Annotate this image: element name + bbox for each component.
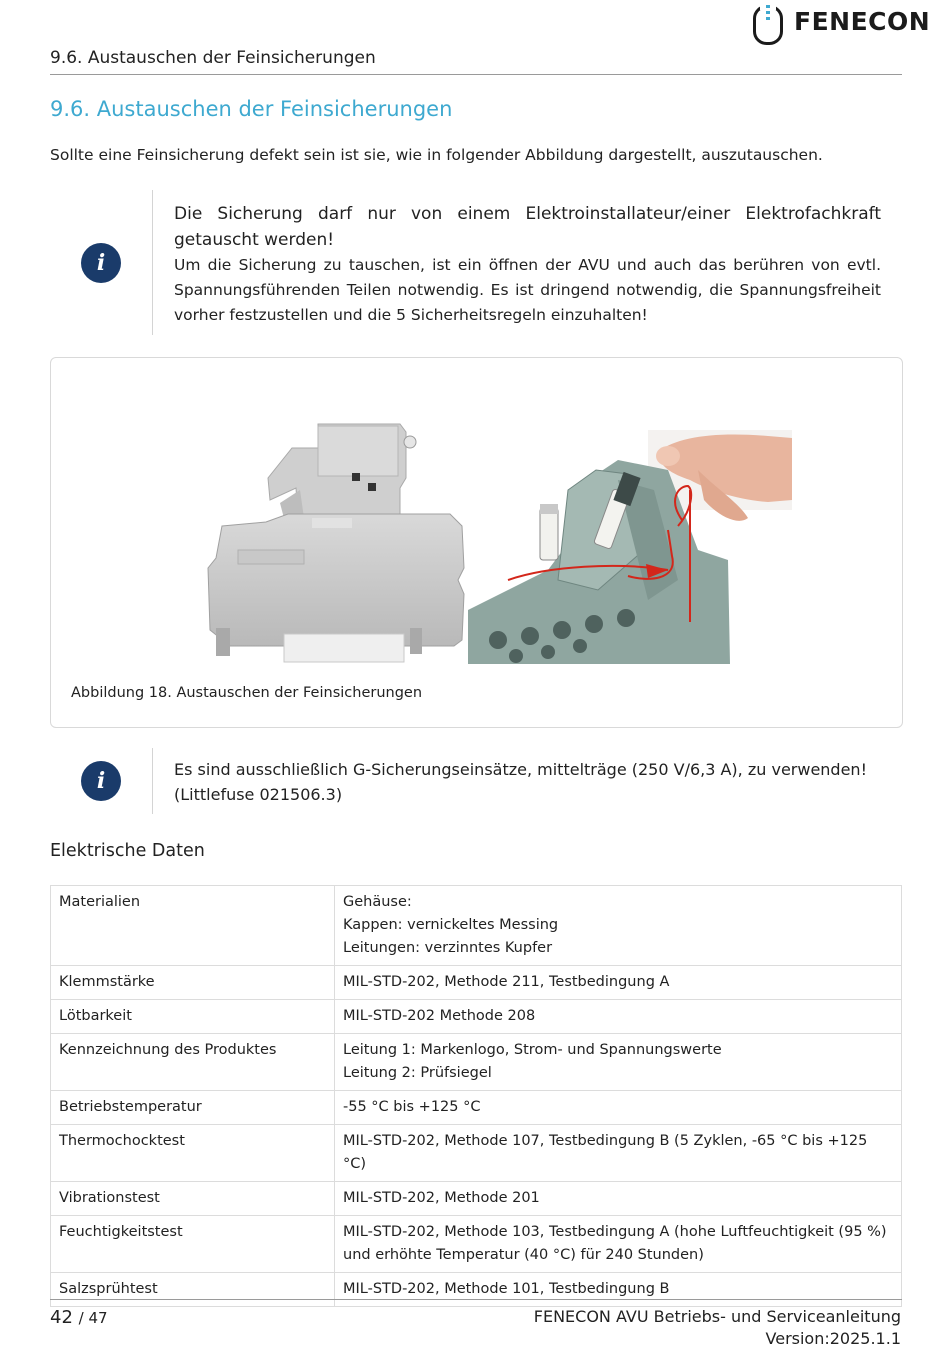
note-body: Um die Sicherung zu tauschen, ist ein öffnen der AVU und auch das berühren von evtl. Spannungsführenden Teilen notwendig. Es ist dringend notwendig, die Spannungsfreiheit vorher festzustellen und die 5 Sicherheitsregeln einzuhalten! xyxy=(174,256,881,324)
table-value: MIL-STD-202, Methode 107, Testbedingung B (5 Zyklen, -65 °C bis +125 °C) xyxy=(335,1125,902,1182)
table-key: Feuchtigkeitstest xyxy=(51,1216,335,1273)
table-value: MIL-STD-202, Methode 201 xyxy=(335,1182,902,1216)
table-row xyxy=(51,1125,902,1182)
table-row xyxy=(51,1273,902,1307)
table-row xyxy=(51,1216,902,1273)
table-value: Leitung 1: Markenlogo, Strom- und Spannungswerte Leitung 2: Prüfsiegel xyxy=(335,1034,902,1091)
table-row xyxy=(51,1034,902,1091)
table-row xyxy=(51,1182,902,1216)
table-key: Kennzeichnung des Produktes xyxy=(51,1034,335,1091)
table-value: MIL-STD-202, Methode 211, Testbedingung A xyxy=(335,966,902,1000)
section-heading: 9.6. Austauschen der Feinsicherungen xyxy=(50,97,453,121)
info-icon: i xyxy=(81,761,121,801)
table-row xyxy=(51,1091,902,1125)
footer-divider xyxy=(50,1299,902,1300)
table-row xyxy=(51,886,902,966)
table-value: MIL-STD-202, Methode 103, Testbedingung A (hohe Luftfeuchtigkeit (95 %) und erhöhte Temperatur (40 °C) für 240 Stunden) xyxy=(335,1216,902,1273)
note-title: Die Sicherung darf nur von einem Elektroinstallateur/einer Elektrofachkraft getauscht werden! xyxy=(174,204,881,250)
table-key: Lötbarkeit xyxy=(51,1000,335,1034)
table-key: Vibrationstest xyxy=(51,1182,335,1216)
table-value: MIL-STD-202, Methode 101, Testbedingung B xyxy=(335,1273,902,1307)
total-pages: / 47 xyxy=(78,1309,108,1327)
running-header-title: 9.6. Austauschen der Feinsicherungen xyxy=(50,48,376,68)
figure-caption: Abbildung 18. Austauschen der Feinsicherungen xyxy=(71,685,423,701)
current-page: 42 xyxy=(50,1307,73,1328)
table-key: Betriebstemperatur xyxy=(51,1091,335,1125)
footer-document-info xyxy=(534,1306,901,1350)
table-key: Salzsprühtest xyxy=(51,1273,335,1307)
info-icon: i xyxy=(81,243,121,283)
electrical-data-table xyxy=(50,885,902,1307)
table-row xyxy=(51,1000,902,1034)
terminal-block-image xyxy=(200,418,470,668)
admonition-divider xyxy=(152,748,153,814)
document-version: Version:2025.1.1 xyxy=(765,1329,901,1348)
table-key: Klemmstärke xyxy=(51,966,335,1000)
table-key: Thermochocktest xyxy=(51,1125,335,1182)
logo-wordmark: FENECON xyxy=(794,7,931,36)
page-number xyxy=(50,1307,108,1328)
fuse-exchange-photo xyxy=(468,430,792,664)
table-value: -55 °C bis +125 °C xyxy=(335,1091,902,1125)
document-title: FENECON AVU Betriebs- und Serviceanleitung xyxy=(533,1307,901,1326)
subsection-heading: Elektrische Daten xyxy=(50,841,205,861)
table-row xyxy=(51,966,902,1000)
fuse-spec-note: Es sind ausschließlich G-Sicherungseinsätze, mittelträge (250 V/6,3 A), zu verwenden! (Littlefuse 021506.3) xyxy=(174,760,867,804)
admonition-divider xyxy=(152,190,153,335)
table-key: Materialien xyxy=(51,886,335,966)
table-value: MIL-STD-202 Methode 208 xyxy=(335,1000,902,1034)
header-divider xyxy=(50,74,902,75)
table-value: Gehäuse: Kappen: vernickeltes Messing Leitungen: verzinntes Kupfer xyxy=(335,886,902,966)
warning-note xyxy=(174,201,881,328)
intro-paragraph: Sollte eine Feinsicherung defekt sein ist sie, wie in folgender Abbildung dargestellt, auszutauschen. xyxy=(50,146,823,164)
